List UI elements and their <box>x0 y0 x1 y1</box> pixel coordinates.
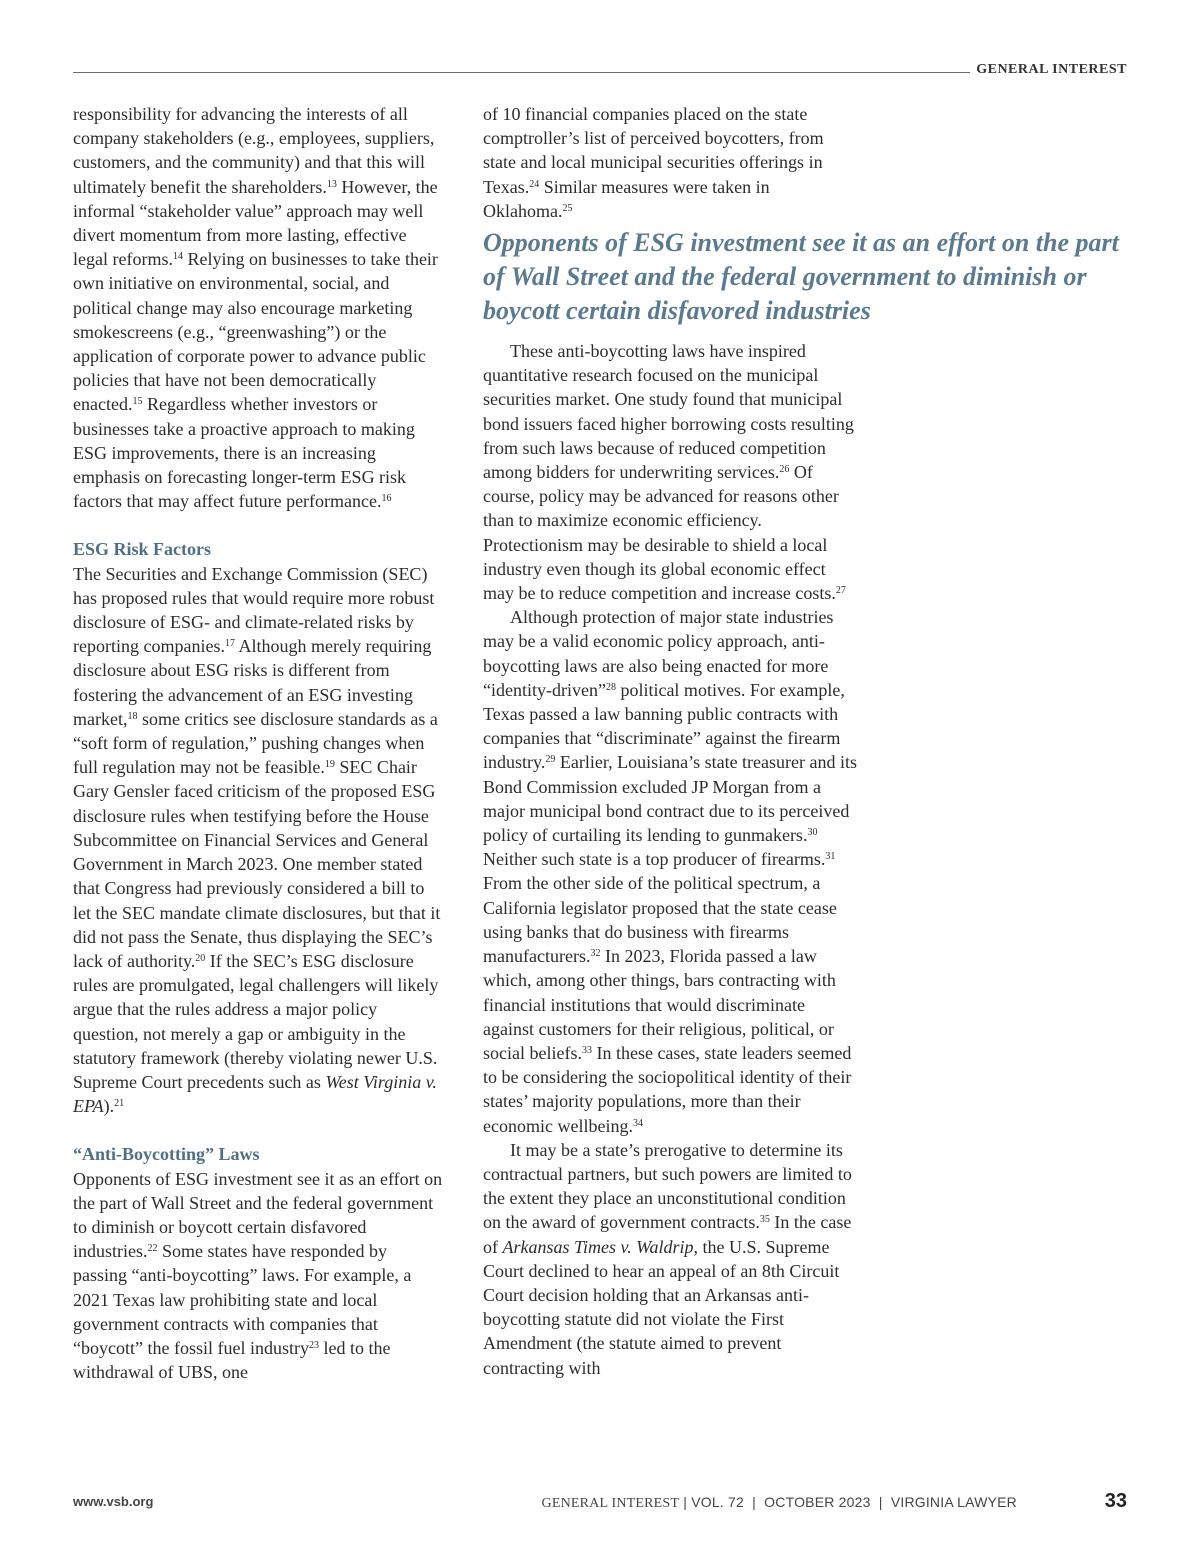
body-paragraph: Although protection of major state industries may be a valid economic policy approach, anti-boycotting laws are also being enacted for more “identity-driven”$^{28}$ political motives. For example, Texas passed a law banning public contracts with companies that “discriminate” against the firearm industry.$^{29}$ Earlier, Louisiana’s state treasurer and its Bond Commission excluded JP Morgan from a major municipal bond contract due to its perceived policy of curtailing its lending to gunmakers.$^{30}$ Neither such state is a top producer of firearms.$^{31}$ From the other side of the political spectrum, a California legislator proposed that the state cease using banks that do business with firearms manufacturers.$^{32}$ In 2023, Florida passed a law which, among other things, bars contracting with financial institutions that would discriminate against customers for their religious, political, or social beliefs.$^{33}$ In these cases, state leaders seemed to be considering the sociopolitical identity of their states’ majority populations, more than their economic wellbeing.$^{34}$ <box>483 607 858 1136</box>
website-link[interactable]: www.vsb.org <box>73 1494 154 1509</box>
footnote-ref: 18 <box>127 710 138 722</box>
body-paragraph: These anti-boycotting laws have inspired quantitative research focused on the municipal securities market. One study found that municipal bond issuers faced higher borrowing costs resulting from such laws because of reduced competition among bidders for underwriting services.$^{26}$ Of course, policy may be advanced for reasons other than to maximize economic efficiency. Protectionism may be desirable to shield a local industry even though its global economic effect may be to reduce competition and increase costs.$^{27}$ <box>483 341 854 604</box>
section-heading-anti-boycotting: “Anti-Boycotting” Laws <box>73 1144 260 1165</box>
footnote-ref: 31 <box>825 851 836 863</box>
body-paragraph: The Securities and Exchange Commission (SEC) has proposed rules that would require more robust disclosure of ESG- and climate-related risks by reporting companies.$^{17}$ Although merely requiring disclosure about ESG risks is different from fostering the advancement of an ESG investing market,$^{18}$ some critics see disclosure standards as a “soft form of regulation,” pushing changes when full regulation may not be feasible.$^{19}$ SEC Chair Gary Gensler faced criticism of the proposed ESG disclosure rules when testifying before the House Subcommittee on Financial Services and General Government in March 2023. One member stated that Congress had previously considered a bill to let the SEC mandate climate disclosures, but that it did not pass the Senate, thus displaying the SEC’s lack of authority.$^{20}$ If the SEC’s ESG disclosure rules are promulgated, legal challengers will likely argue that the rules address a major policy question, not merely a gap or ambiguity in the statutory framework (thereby violating newer U.S. Supreme Court precedents such as West Virginia v. EPA).$^{21}$ <box>73 563 441 1117</box>
case-citation: Arkansas Times v. Waldrip <box>502 1236 694 1257</box>
footnote-ref: 24 <box>529 178 540 190</box>
footnote-ref: 23 <box>308 1339 319 1351</box>
footnote-ref: 22 <box>147 1243 158 1255</box>
footnote-ref: 25 <box>562 202 573 214</box>
body-paragraph: of 10 financial companies placed on the state comptroller’s list of perceived boycotters, from state and local municipal securities offerings in Texas.$^{24}$ Similar measures were taken in Oklahoma.$^{25}$ <box>483 104 824 221</box>
footnote-ref: 15 <box>132 396 143 408</box>
case-citation: West Virginia v. EPA <box>73 1071 437 1117</box>
footnote-ref: 29 <box>545 754 556 766</box>
footnote-ref: 33 <box>581 1044 592 1056</box>
page-number: 33 <box>1104 1490 1127 1512</box>
page-footer <box>73 1492 1127 1522</box>
footnote-ref: 16 <box>381 493 392 505</box>
footnote-ref: 20 <box>195 952 206 964</box>
footnote-ref: 26 <box>779 464 790 476</box>
footer-info: GENERAL INTEREST | VOL. 72 | OCTOBER 2023 | VIRGINIA LAWYER <box>541 1494 1017 1511</box>
footnote-ref: 14 <box>172 251 183 263</box>
footnote-ref: 27 <box>835 585 846 597</box>
header-rule <box>73 72 970 73</box>
body-paragraph: Opponents of ESG investment see it as an effort on the part of Wall Street and the federal government to diminish or boycott certain disfavored industries.$^{22}$ Some states have responded by passing “anti-boycotting” laws. For example, a 2021 Texas law prohibiting state and local government contracts with companies that “boycott” the fossil fuel industry$^{23}$ led to the withdrawal of UBS, one <box>73 1168 443 1383</box>
footnote-ref: 19 <box>324 759 335 771</box>
footnote-ref: 32 <box>590 948 601 960</box>
section-label: GENERAL INTEREST <box>976 62 1127 77</box>
body-paragraph: responsibility for advancing the interests of all company stakeholders (e.g., employees, suppliers, customers, and the community) and that this will ultimately benefit the shareholders.$^{13}$ However, the informal “stakeholder value” approach may well divert momentum from more lasting, effective legal reforms.$^{14}$ Relying on businesses to take their own initiative on environmental, social, and political change may also encourage marketing smokescreens (e.g., “greenwashing”) or the application of corporate power to advance public policies that have not been democratically enacted.$^{15}$ Regardless whether investors or businesses take a proactive approach to making ESG improvements, there is an increasing emphasis on forecasting longer-term ESG risk factors that may affect future performance.$^{16}$ <box>73 104 438 512</box>
body-paragraph: It may be a state’s prerogative to determine its contractual partners, but such powers are limited to the extent they place an unconstitutional condition on the award of government contracts.$^{35}$ In the case of Arkansas Times v. Waldrip, the U.S. Supreme Court declined to hear an appeal of an 8th Circuit Court decision holding that an Arkansas anti-boycotting statute did not violate the First Amendment (the statute aimed to prevent contracting with <box>483 1139 852 1378</box>
footnote-ref: 13 <box>326 178 337 190</box>
footnote-ref: 35 <box>759 1214 770 1226</box>
footnote-ref: 28 <box>605 681 616 693</box>
footnote-ref: 17 <box>224 638 235 650</box>
section-heading-esg-risk-factors: ESG Risk Factors <box>73 539 212 560</box>
footnote-ref: 34 <box>632 1117 643 1129</box>
pull-quote: Opponents of ESG investment see it as an effort on the part of Wall Street and the federal government to diminish or boycott certain disfavored industries <box>483 228 1119 325</box>
footnote-ref: 21 <box>114 1098 125 1110</box>
footnote-ref: 30 <box>807 827 818 839</box>
left-column <box>73 102 445 1384</box>
